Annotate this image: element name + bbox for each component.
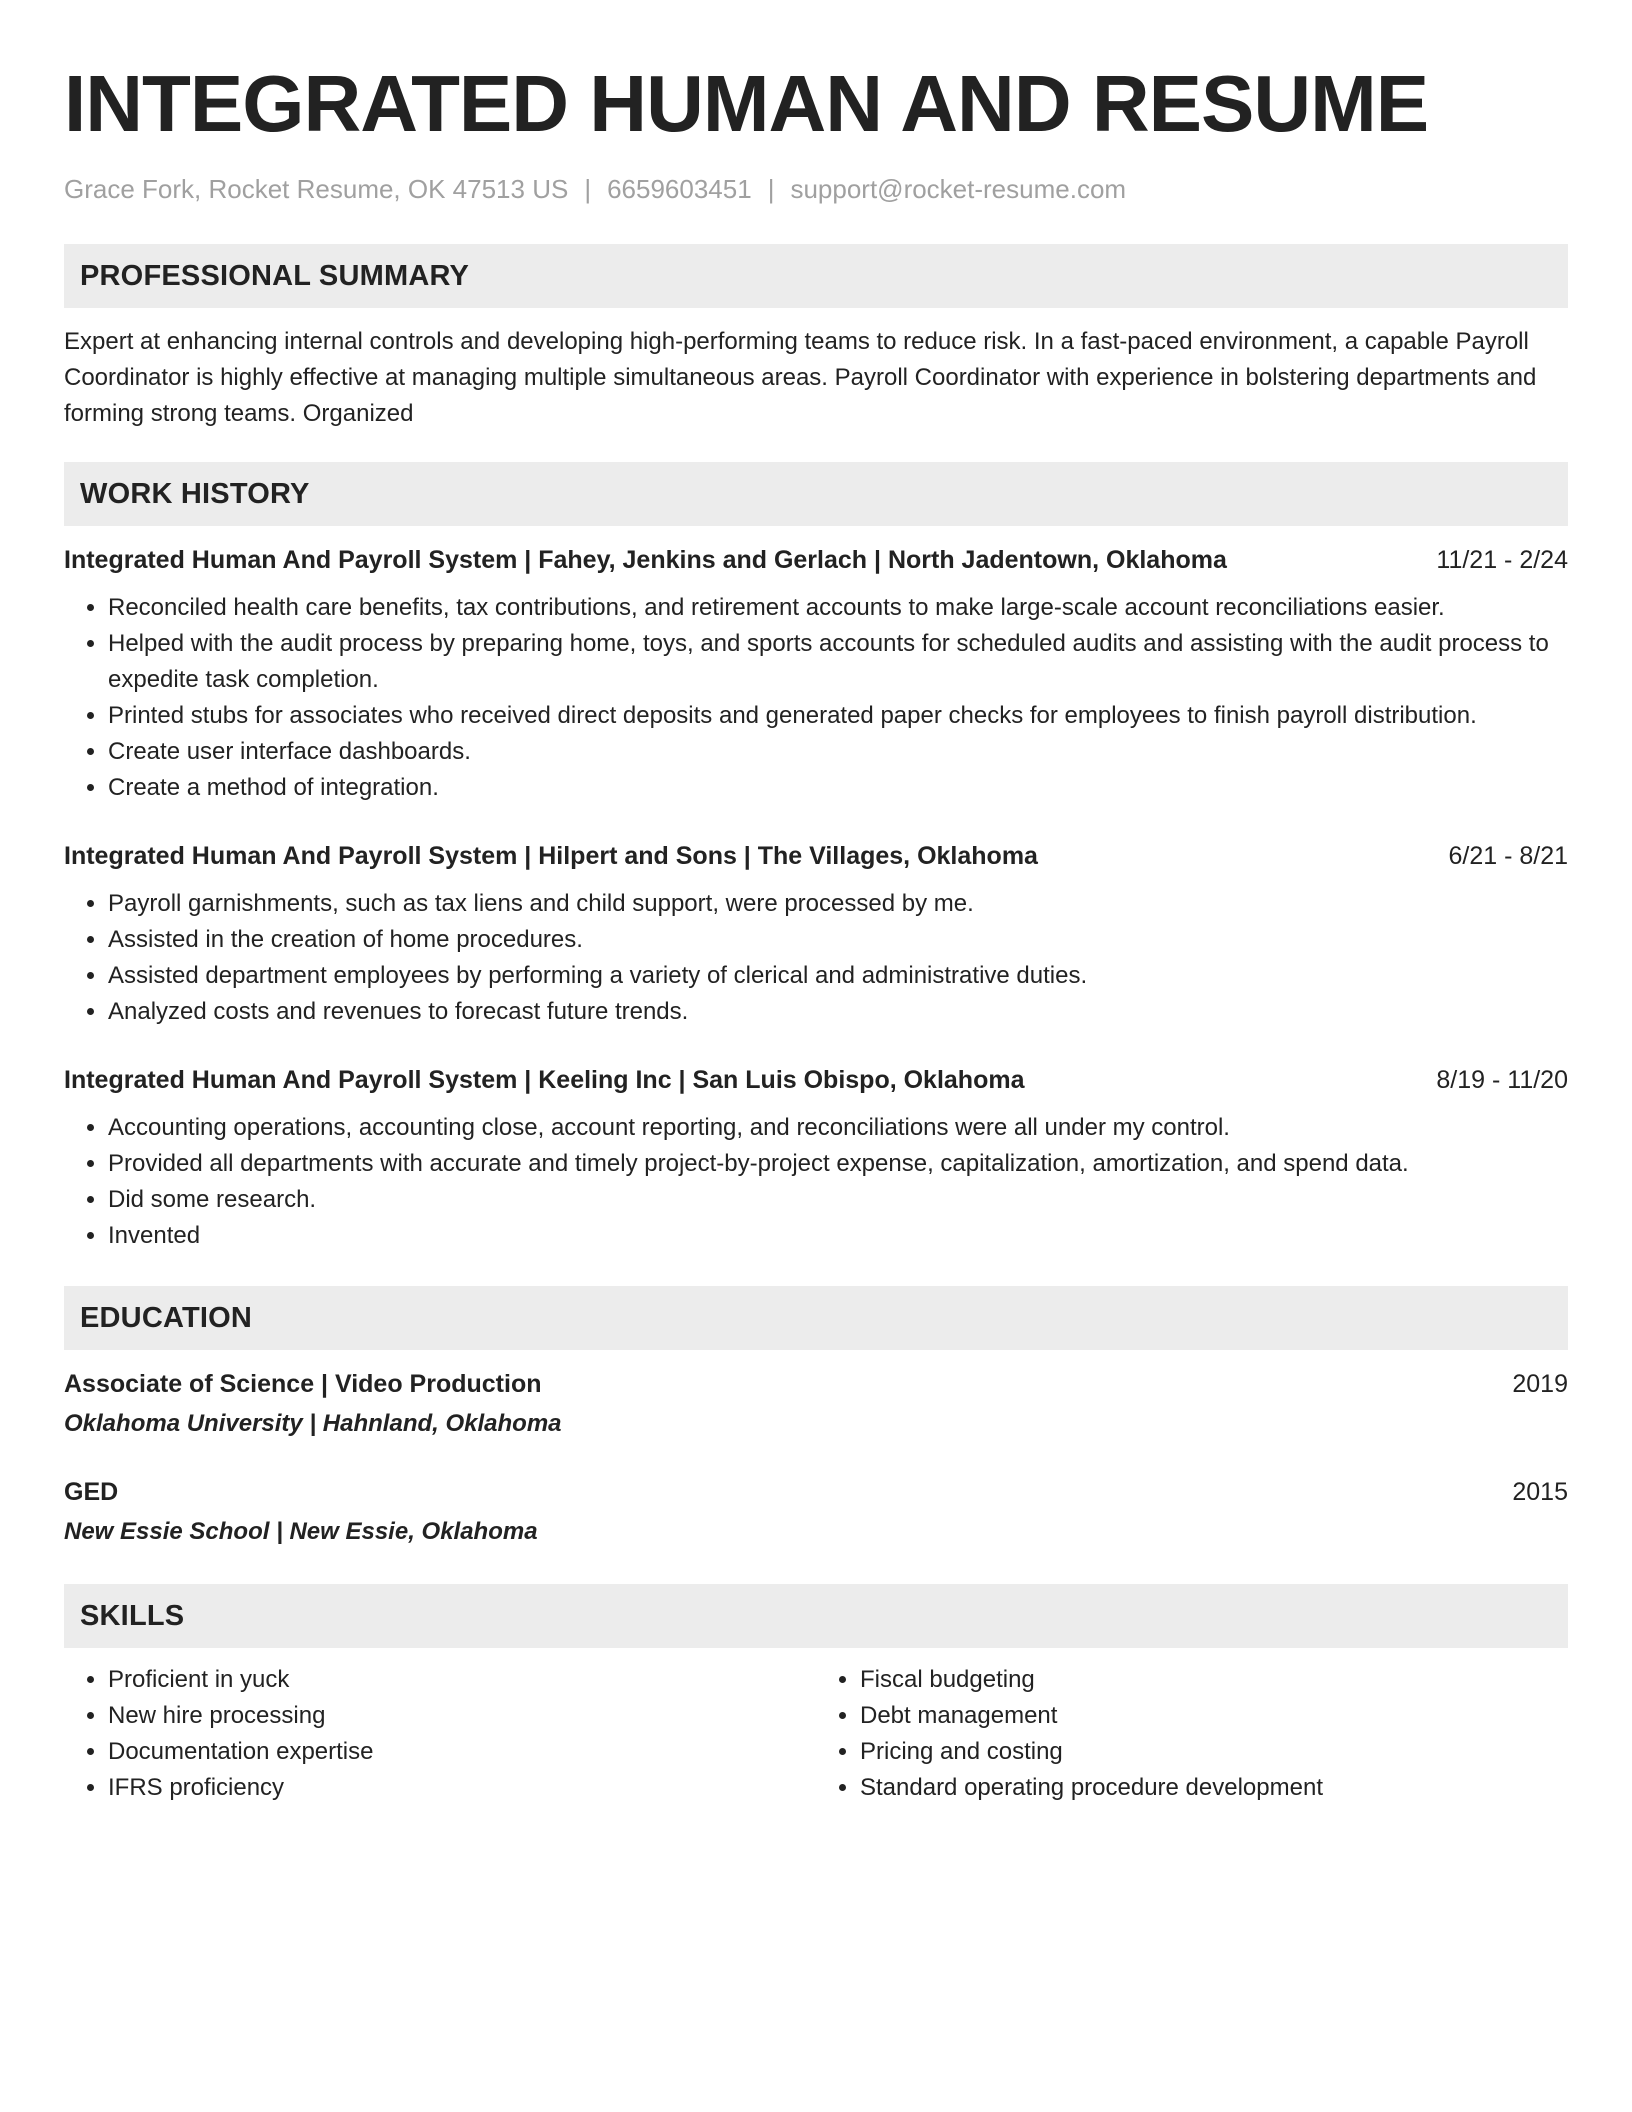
- skill-item: • Debt management: [860, 1698, 1568, 1734]
- education-year: 2019: [1512, 1370, 1568, 1398]
- job-title: Integrated Human And Payroll System | Fahey, Jenkins and Gerlach | North Jadentown, Oklahoma: [64, 546, 1227, 574]
- job-dates: 11/21 - 2/24: [1436, 546, 1568, 574]
- job-entry: [64, 1062, 1568, 1254]
- job-title: Integrated Human And Payroll System | Hilpert and Sons | The Villages, Oklahoma: [64, 842, 1038, 870]
- skill-item: • Fiscal budgeting: [860, 1662, 1568, 1698]
- contact-separator: |: [584, 174, 592, 204]
- resume-name: INTEGRATED HUMAN AND RESUME: [64, 59, 1429, 148]
- skills-list: [64, 1662, 1568, 1806]
- skill-item: • Standard operating procedure development: [860, 1770, 1568, 1806]
- education-header: [64, 1474, 1568, 1510]
- job-title: Integrated Human And Payroll System | Keeling Inc | San Luis Obispo, Oklahoma: [64, 1066, 1025, 1094]
- contact-line: [64, 172, 1568, 206]
- education-heading: EDUCATION: [64, 1286, 1568, 1350]
- job-header: [64, 542, 1568, 578]
- job-bullets: [64, 886, 1568, 1030]
- job-bullet: • Printed stubs for associates who received direct deposits and generated paper checks for employees to finish payroll distribution.: [108, 698, 1568, 734]
- contact-phone: 6659603451: [607, 174, 752, 204]
- job-bullet: • Did some research.: [108, 1182, 1568, 1218]
- job-bullet: • Accounting operations, accounting close, account reporting, and reconciliations were all under my control.: [108, 1110, 1568, 1146]
- skill-item: • IFRS proficiency: [108, 1770, 816, 1806]
- job-bullet: • Reconciled health care benefits, tax contributions, and retirement accounts to make large-scale account reconciliations easier.: [108, 590, 1568, 626]
- skills-column-right: [816, 1662, 1568, 1806]
- job-dates: 6/21 - 8/21: [1448, 842, 1568, 870]
- job-header: [64, 1062, 1568, 1098]
- contact-address: Grace Fork, Rocket Resume, OK 47513 US: [64, 174, 569, 204]
- education-entry: [64, 1474, 1568, 1550]
- summary-text: Expert at enhancing internal controls and developing high-performing teams to reduce risk. In a fast-paced environment, a capable Payroll Coordinator is highly effective at managing multiple simultaneous areas. Payroll Coordinator with experience in bolstering departments and forming strong teams. Organized: [64, 328, 1537, 427]
- education-degree: Associate of Science | Video Production: [64, 1370, 542, 1398]
- job-bullet: • Helped with the audit process by preparing home, toys, and sports accounts for scheduled audits and assisting with the audit process to expedite task completion.: [108, 626, 1568, 698]
- skills-column-left: [64, 1662, 816, 1806]
- education-entry: [64, 1366, 1568, 1442]
- contact-separator: |: [767, 174, 775, 204]
- work-history-heading: WORK HISTORY: [64, 462, 1568, 526]
- education-school: New Essie School | New Essie, Oklahoma: [64, 1518, 538, 1545]
- skill-item: • Documentation expertise: [108, 1734, 816, 1770]
- job-bullet: • Invented: [108, 1218, 1568, 1254]
- skill-item: • Proficient in yuck: [108, 1662, 816, 1698]
- job-bullets: [64, 590, 1568, 806]
- job-bullet: • Create user interface dashboards.: [108, 734, 1568, 770]
- job-bullets: [64, 1110, 1568, 1254]
- education-header: [64, 1366, 1568, 1402]
- skills-heading: SKILLS: [64, 1584, 1568, 1648]
- contact-email: support@rocket-resume.com: [790, 174, 1127, 204]
- skill-item: • Pricing and costing: [860, 1734, 1568, 1770]
- education-year: 2015: [1512, 1478, 1568, 1506]
- job-bullet: • Assisted department employees by performing a variety of clerical and administrative duties.: [108, 958, 1568, 994]
- job-bullet: • Payroll garnishments, such as tax liens and child support, were processed by me.: [108, 886, 1568, 922]
- job-entry: [64, 838, 1568, 1030]
- job-entry: [64, 542, 1568, 806]
- job-bullet: • Provided all departments with accurate and timely project-by-project expense, capitalization, amortization, and spend data.: [108, 1146, 1568, 1182]
- skill-item: • New hire processing: [108, 1698, 816, 1734]
- job-header: [64, 838, 1568, 874]
- job-bullet: • Assisted in the creation of home procedures.: [108, 922, 1568, 958]
- job-bullet: • Analyzed costs and revenues to forecast future trends.: [108, 994, 1568, 1030]
- job-bullet: • Create a method of integration.: [108, 770, 1568, 806]
- education-degree: GED: [64, 1478, 119, 1506]
- education-school: Oklahoma University | Hahnland, Oklahoma: [64, 1410, 562, 1437]
- job-dates: 8/19 - 11/20: [1436, 1066, 1568, 1094]
- summary-heading: PROFESSIONAL SUMMARY: [64, 244, 1568, 308]
